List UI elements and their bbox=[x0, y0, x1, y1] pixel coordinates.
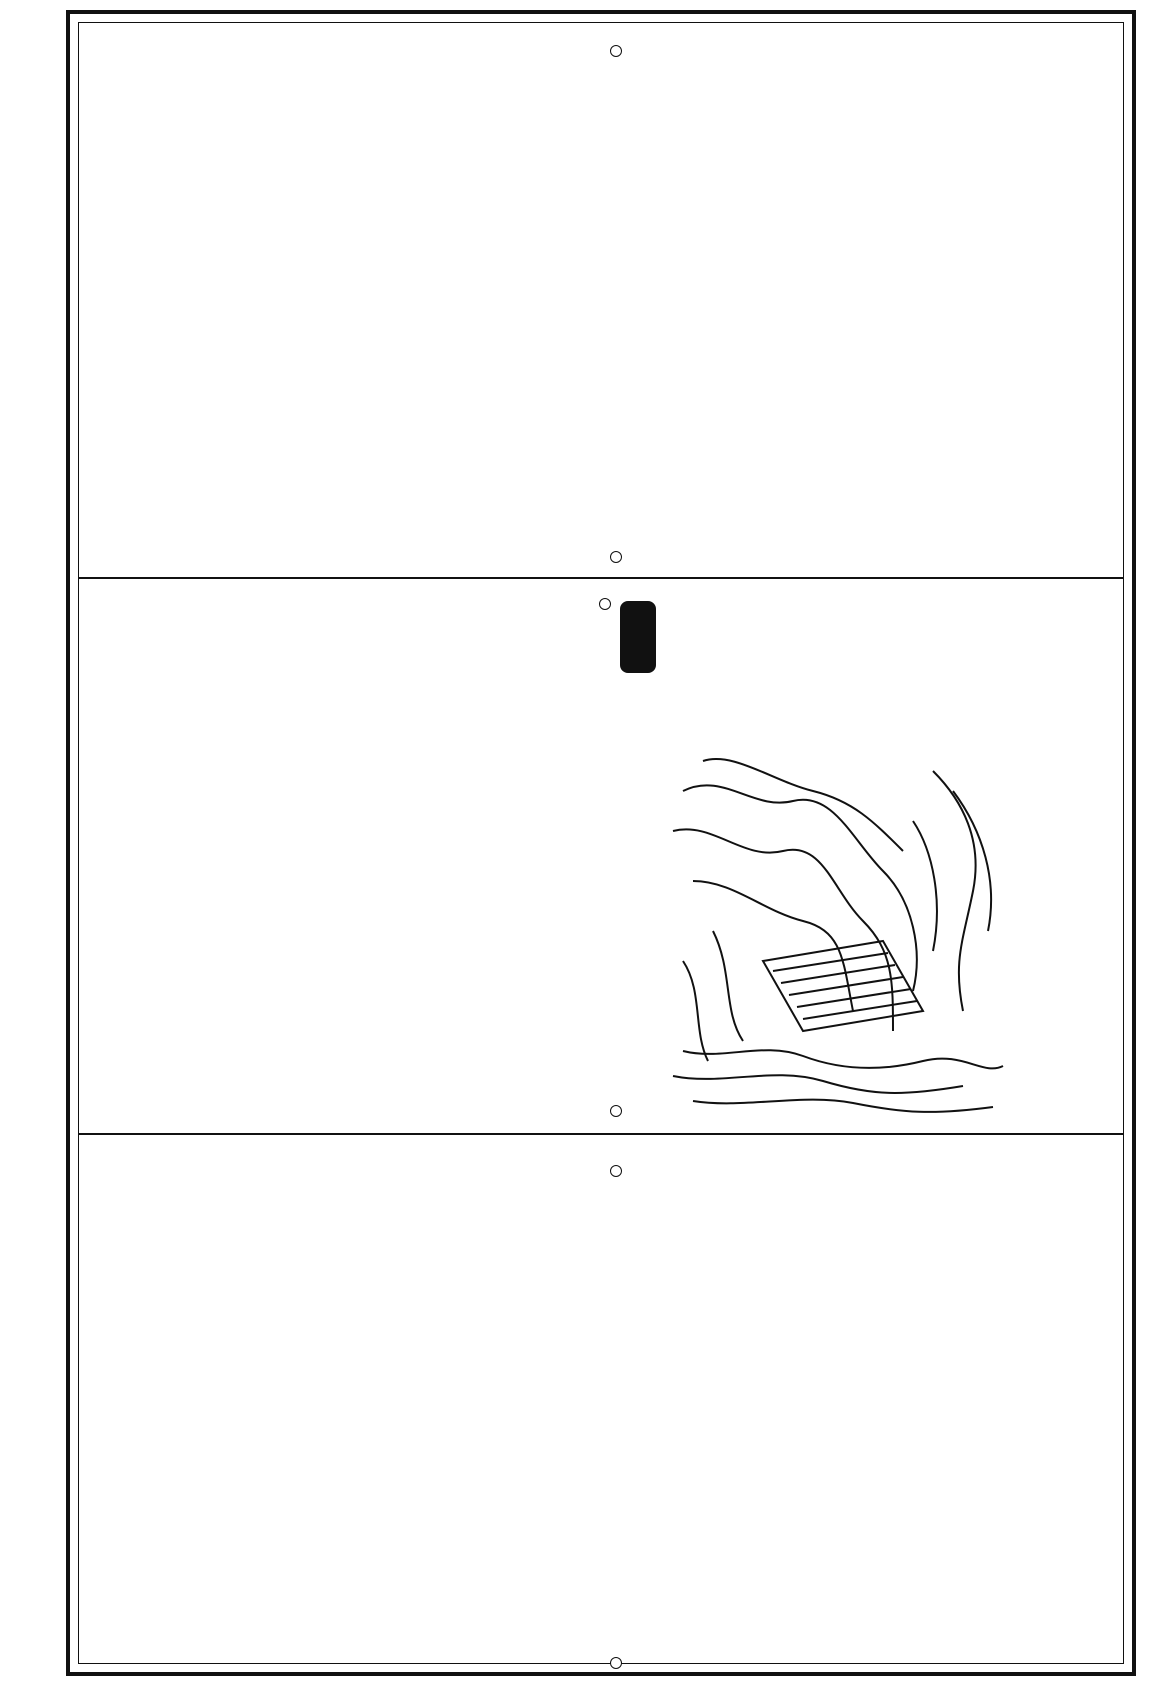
entry-badge bbox=[620, 601, 656, 673]
panel-middle-text bbox=[79, 581, 1129, 1129]
page-frame bbox=[66, 10, 1136, 1676]
panel-divider-top bbox=[79, 577, 1123, 579]
panel-bottom-text bbox=[79, 1139, 1129, 1665]
panel-divider-bottom bbox=[79, 1133, 1123, 1135]
panel-top-text bbox=[79, 23, 1129, 571]
book-title-margin bbox=[8, 110, 48, 142]
page-frame-inner bbox=[78, 22, 1124, 1664]
spring-illustration bbox=[663, 731, 1013, 1119]
